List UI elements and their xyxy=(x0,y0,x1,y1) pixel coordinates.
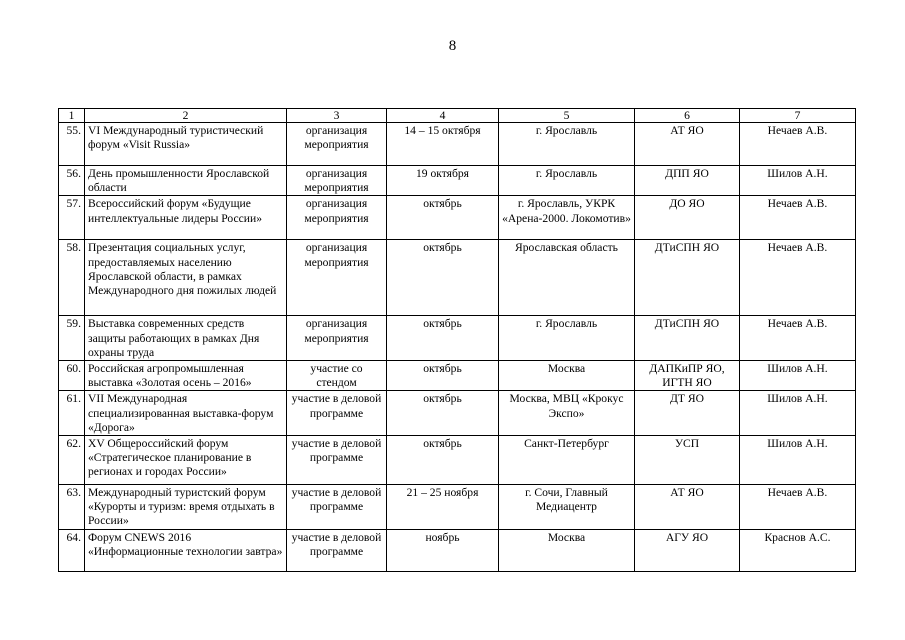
row-number: 59. xyxy=(59,316,85,361)
participation-form-cell: организация мероприятия xyxy=(287,240,387,316)
event-name-cell: VI Международный туристический форум «Visit Russia» xyxy=(85,123,287,166)
place-cell: Москва xyxy=(499,361,635,391)
column-header: 6 xyxy=(635,109,740,123)
date-cell: октябрь xyxy=(387,240,499,316)
place-cell: Москва xyxy=(499,529,635,571)
table-row xyxy=(59,240,856,316)
column-header: 7 xyxy=(740,109,856,123)
participation-form-cell: организация мероприятия xyxy=(287,316,387,361)
organizer-cell: ДТиСПН ЯО xyxy=(635,316,740,361)
event-name-cell: Российская агропромышленная выставка «Золотая осень – 2016» xyxy=(85,361,287,391)
table-row xyxy=(59,361,856,391)
place-cell: г. Сочи, Главный Медиацентр xyxy=(499,485,635,530)
organizer-cell: ДПП ЯО xyxy=(635,166,740,196)
table-header-row xyxy=(59,109,856,123)
row-number: 63. xyxy=(59,485,85,530)
page-number: 8 xyxy=(448,38,457,54)
date-cell: 19 октября xyxy=(387,166,499,196)
column-header: 2 xyxy=(85,109,287,123)
date-cell: ноябрь xyxy=(387,529,499,571)
date-cell: октябрь xyxy=(387,391,499,436)
responsible-cell: Нечаев А.В. xyxy=(740,123,856,166)
participation-form-cell: участие в деловой программе xyxy=(287,391,387,436)
event-name-cell: День промышленности Ярославской области xyxy=(85,166,287,196)
responsible-cell: Нечаев А.В. xyxy=(740,196,856,240)
responsible-cell: Шилов А.Н. xyxy=(740,436,856,485)
table-row xyxy=(59,316,856,361)
event-name-cell: Форум CNEWS 2016 «Информационные технологии завтра» xyxy=(85,529,287,571)
responsible-cell: Шилов А.Н. xyxy=(740,391,856,436)
place-cell: г. Ярославль xyxy=(499,166,635,196)
event-name-cell: Выставка современных средств защиты работающих в рамках Дня охраны труда xyxy=(85,316,287,361)
table-row xyxy=(59,391,856,436)
place-cell: г. Ярославль xyxy=(499,123,635,166)
table-row xyxy=(59,123,856,166)
event-name-cell: XV Общероссийский форум «Стратегическое планирование в регионах и городах России» xyxy=(85,436,287,485)
table-row xyxy=(59,196,856,240)
place-cell: г. Ярославль xyxy=(499,316,635,361)
organizer-cell: УСП xyxy=(635,436,740,485)
responsible-cell: Шилов А.Н. xyxy=(740,166,856,196)
responsible-cell: Шилов А.Н. xyxy=(740,361,856,391)
place-cell: Санкт-Петербург xyxy=(499,436,635,485)
row-number: 60. xyxy=(59,361,85,391)
date-cell: 21 – 25 ноября xyxy=(387,485,499,530)
participation-form-cell: участие в деловой программе xyxy=(287,485,387,530)
row-number: 55. xyxy=(59,123,85,166)
row-number: 64. xyxy=(59,529,85,571)
participation-form-cell: участие со стендом xyxy=(287,361,387,391)
organizer-cell: АГУ ЯО xyxy=(635,529,740,571)
events-table xyxy=(58,108,856,572)
participation-form-cell: участие в деловой программе xyxy=(287,529,387,571)
column-header: 4 xyxy=(387,109,499,123)
table-row xyxy=(59,485,856,530)
organizer-cell: ДТ ЯО xyxy=(635,391,740,436)
responsible-cell: Нечаев А.В. xyxy=(740,240,856,316)
date-cell: октябрь xyxy=(387,361,499,391)
column-header: 1 xyxy=(59,109,85,123)
participation-form-cell: организация мероприятия xyxy=(287,123,387,166)
organizer-cell: ДАПКиПР ЯО, ИГТН ЯО xyxy=(635,361,740,391)
row-number: 62. xyxy=(59,436,85,485)
organizer-cell: АТ ЯО xyxy=(635,123,740,166)
table-row xyxy=(59,529,856,571)
place-cell: Москва, МВЦ «Крокус Экспо» xyxy=(499,391,635,436)
table-row xyxy=(59,436,856,485)
row-number: 56. xyxy=(59,166,85,196)
event-name-cell: Международный туристский форум «Курорты и туризм: время отдыхать в России» xyxy=(85,485,287,530)
date-cell: октябрь xyxy=(387,316,499,361)
responsible-cell: Нечаев А.В. xyxy=(740,316,856,361)
row-number: 61. xyxy=(59,391,85,436)
organizer-cell: АТ ЯО xyxy=(635,485,740,530)
column-header: 3 xyxy=(287,109,387,123)
row-number: 57. xyxy=(59,196,85,240)
responsible-cell: Краснов А.С. xyxy=(740,529,856,571)
row-number: 58. xyxy=(59,240,85,316)
column-header: 5 xyxy=(499,109,635,123)
table-row xyxy=(59,166,856,196)
participation-form-cell: участие в деловой программе xyxy=(287,436,387,485)
date-cell: октябрь xyxy=(387,196,499,240)
event-name-cell: VII Международная специализированная выставка-форум «Дорога» xyxy=(85,391,287,436)
date-cell: октябрь xyxy=(387,436,499,485)
organizer-cell: ДТиСПН ЯО xyxy=(635,240,740,316)
event-name-cell: Всероссийский форум «Будущие интеллектуальные лидеры России» xyxy=(85,196,287,240)
event-name-cell: Презентация социальных услуг, предоставляемых населению Ярославской области, в рамках Международного дня пожилых людей xyxy=(85,240,287,316)
participation-form-cell: организация мероприятия xyxy=(287,166,387,196)
responsible-cell: Нечаев А.В. xyxy=(740,485,856,530)
organizer-cell: ДО ЯО xyxy=(635,196,740,240)
place-cell: Ярославская область xyxy=(499,240,635,316)
participation-form-cell: организация мероприятия xyxy=(287,196,387,240)
date-cell: 14 – 15 октября xyxy=(387,123,499,166)
place-cell: г. Ярославль, УКРК «Арена-2000. Локомотив» xyxy=(499,196,635,240)
